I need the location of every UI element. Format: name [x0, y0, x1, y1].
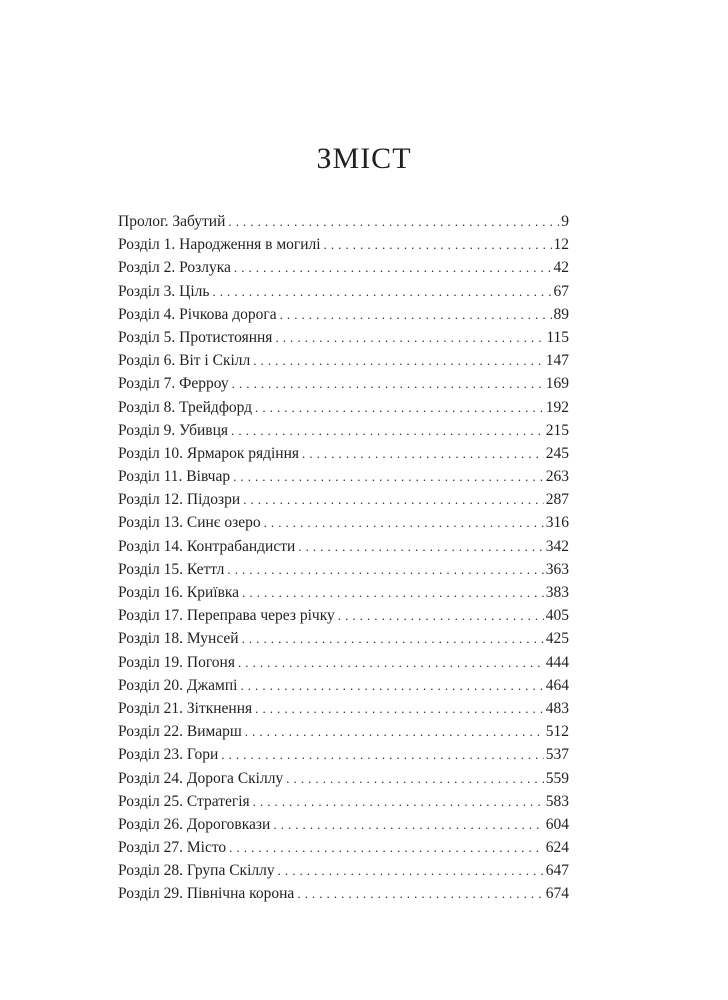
toc-entry-label: Розділ 3. Ціль	[118, 282, 210, 300]
toc-entry	[118, 488, 569, 511]
dot-leader	[278, 859, 544, 882]
toc-entry	[118, 326, 569, 349]
dot-leader	[242, 627, 544, 650]
toc-entry-label: Розділ 12. Підозри	[118, 491, 241, 509]
toc-entry	[118, 511, 569, 534]
toc-entry-label: Розділ 20. Джампі	[118, 676, 238, 694]
dot-leader	[243, 488, 544, 511]
toc-entry-label: Розділ 21. Зіткнення	[118, 699, 253, 717]
toc-entry-label: Розділ 10. Ярмарок рядіння	[118, 444, 300, 462]
toc-entry	[118, 465, 569, 488]
toc-entry-page-number: 444	[545, 653, 569, 671]
toc-entry-page-number: 263	[545, 468, 569, 486]
dot-leader	[338, 604, 544, 627]
toc-entry	[118, 256, 569, 279]
dot-leader	[253, 349, 544, 372]
toc-entry-page-number: 647	[545, 862, 569, 880]
toc-entry-page-number: 483	[545, 699, 569, 717]
toc-entry-page-number: 537	[545, 746, 569, 764]
toc-entry-page-number: 559	[545, 769, 569, 787]
toc-entry	[118, 813, 569, 836]
toc-entry-label: Розділ 16. Криївка	[118, 584, 240, 601]
dot-leader	[233, 465, 544, 488]
toc-entry-label: Розділ 8. Трейдфорд	[118, 398, 253, 416]
toc-entry	[118, 720, 569, 743]
toc-entry	[118, 743, 569, 766]
toc-entry-page-number: 342	[545, 537, 569, 555]
toc-entry	[118, 303, 569, 326]
toc-entry	[118, 627, 569, 650]
toc-entry-label: Розділ 23. Гори	[118, 746, 219, 764]
toc-entry	[118, 836, 569, 859]
toc-entry-label: Розділ 6. Віт і Скілл	[118, 352, 251, 370]
dot-leader	[280, 303, 552, 326]
toc-entry	[118, 372, 569, 395]
toc-entry-label: Розділ 15. Кеттл	[118, 560, 225, 578]
dot-leader	[240, 674, 543, 697]
dot-leader	[228, 210, 559, 233]
toc-entry-label: Розділ 4. Річкова дорога	[118, 305, 277, 323]
dot-leader	[238, 651, 544, 674]
toc-entry-label: Розділ 7. Ферроу	[118, 375, 229, 393]
dot-leader	[234, 256, 552, 279]
toc-entry-page-number: 363	[545, 560, 569, 578]
toc-entry	[118, 767, 569, 790]
dot-leader	[298, 535, 543, 558]
dot-leader	[286, 767, 544, 790]
toc-entry-label: Розділ 27. Місто	[118, 839, 227, 857]
toc-entry-page-number: 42	[553, 259, 569, 277]
dot-leader	[231, 419, 544, 442]
toc-entry-label: Розділ 2. Розлука	[118, 259, 231, 277]
toc-entry-label: Розділ 22. Вимарш	[118, 723, 242, 741]
toc-entry-page-number: 674	[545, 885, 569, 903]
toc-entry	[118, 419, 569, 442]
dot-leader	[229, 836, 544, 859]
dot-leader	[245, 720, 544, 743]
table-of-contents	[118, 210, 569, 906]
toc-entry-label: Розділ 11. Вівчар	[118, 468, 231, 486]
toc-entry	[118, 790, 569, 813]
dot-leader	[302, 442, 544, 465]
toc-entry-page-number: 9	[561, 213, 569, 230]
toc-entry-label: Розділ 24. Дорога Скіллу	[118, 769, 284, 787]
toc-entry	[118, 859, 569, 882]
toc-entry	[118, 604, 569, 627]
toc-entry-label: Пролог. Забутий	[118, 213, 226, 230]
dot-leader	[273, 813, 543, 836]
dot-leader	[232, 372, 544, 395]
toc-entry-label: Розділ 18. Мунсей	[118, 630, 239, 648]
toc-entry-label: Розділ 9. Убивця	[118, 421, 229, 439]
toc-entry	[118, 233, 569, 256]
dot-leader	[242, 581, 544, 604]
dot-leader	[253, 790, 544, 813]
toc-entry	[118, 349, 569, 372]
dot-leader	[212, 280, 551, 303]
dot-leader	[275, 326, 544, 349]
toc-entry-label: Розділ 5. Протистояння	[118, 328, 273, 346]
toc-entry-page-number: 192	[545, 398, 569, 416]
toc-entry-page-number: 215	[545, 421, 569, 439]
toc-entry	[118, 280, 569, 303]
dot-leader	[255, 697, 544, 720]
dot-leader	[221, 743, 543, 766]
page-title: ЗМІСТ	[316, 142, 412, 175]
toc-entry	[118, 882, 569, 905]
toc-entry-page-number: 245	[545, 444, 569, 462]
dot-leader	[324, 233, 552, 256]
dot-leader	[297, 882, 543, 905]
toc-entry	[118, 581, 569, 604]
toc-entry-label: Розділ 19. Погоня	[118, 653, 235, 671]
toc-entry-label: Розділ 17. Переправа через річку	[118, 607, 335, 625]
toc-entry-page-number: 316	[545, 514, 569, 532]
toc-entry-page-number: 115	[546, 328, 569, 346]
toc-entry-page-number: 624	[545, 839, 569, 857]
toc-entry-page-number: 604	[545, 815, 569, 833]
toc-entry-page-number: 383	[545, 584, 569, 601]
toc-entry-page-number: 425	[545, 630, 569, 648]
toc-entry-label: Розділ 25. Стратегія	[118, 792, 250, 810]
toc-entry-page-number: 464	[545, 676, 569, 694]
toc-entry	[118, 558, 569, 581]
toc-entry	[118, 396, 569, 419]
toc-entry-page-number: 147	[545, 352, 569, 370]
toc-entry	[118, 442, 569, 465]
dot-leader	[227, 558, 543, 581]
toc-entry-label: Розділ 1. Народження в могилі	[118, 236, 321, 254]
toc-entry-label: Розділ 26. Дороговкази	[118, 815, 271, 833]
toc-entry	[118, 697, 569, 720]
toc-entry-label: Розділ 13. Синє озеро	[118, 514, 261, 532]
dot-leader	[255, 396, 544, 419]
toc-entry-label: Розділ 14. Контрабандисти	[118, 537, 296, 555]
toc-entry	[118, 210, 569, 233]
toc-entry-page-number: 12	[553, 236, 569, 254]
toc-entry-label: Розділ 29. Північна корона	[118, 885, 295, 903]
toc-entry	[118, 535, 569, 558]
toc-entry-page-number: 89	[553, 305, 569, 323]
toc-entry	[118, 651, 569, 674]
toc-entry-page-number: 287	[545, 491, 569, 509]
toc-entry-page-number: 405	[545, 607, 569, 625]
toc-entry-page-number: 583	[545, 792, 569, 810]
toc-entry-page-number: 512	[545, 723, 569, 741]
toc-entry-label: Розділ 28. Група Скіллу	[118, 862, 275, 880]
toc-entry-page-number: 169	[545, 375, 569, 393]
toc-entry-page-number: 67	[553, 282, 569, 300]
toc-entry	[118, 674, 569, 697]
dot-leader	[264, 511, 544, 534]
